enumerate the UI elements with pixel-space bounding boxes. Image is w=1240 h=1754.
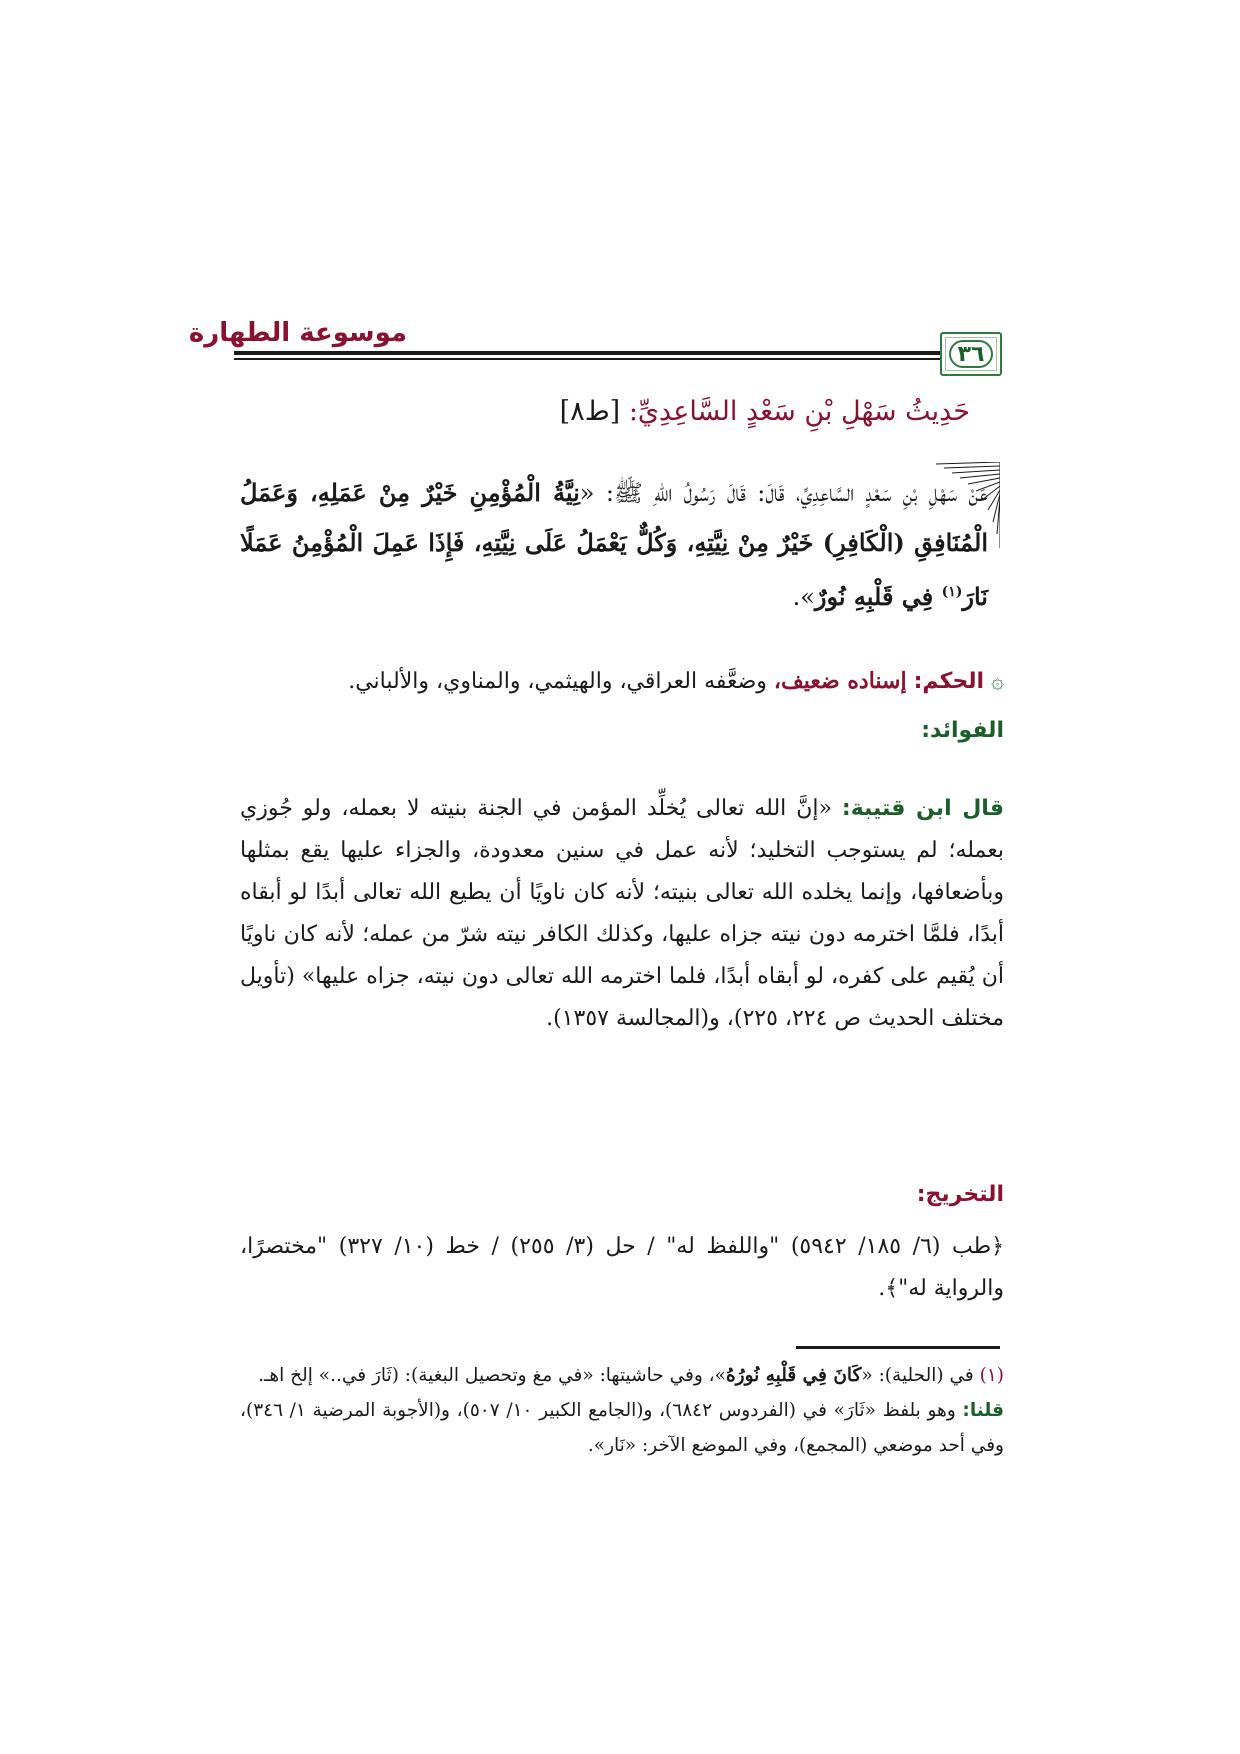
footnote-1 xyxy=(240,1358,1004,1393)
ruling-label: الحكم: xyxy=(913,669,985,694)
running-header-title: موسوعة الطهارة xyxy=(188,318,407,348)
flower-ornament-icon: ۞ xyxy=(991,669,1004,694)
commentary-text: «إنَّ الله تعالى يُخلِّد المؤمن في الجنة بنيته لا بعمله، ولو جُوزي بعمله؛ لم يستوجب التخليد؛ لأنه عمل في سنين معدودة، والجزاء عليها يقع بمثلها وبأضعافها، وإنما يخلده الله تعالى بنيته؛ لأنه كان ناويًا أن يطيع الله تعالى أبدًا لو أبقاه أبدًا، فلمَّا اخترمه دون نيته جزاه عليها، وكذلك الكافر نيته شرّ من عمله؛ لأنه كان ناويًا أن يُقيم على كفره، لو أبقاه أبدًا، فلما اخترمه الله تعالى دون نيته، جزاه عليها» (تأويل مختلف الحديث ص ٢٢٤، ٢٢٥)، و(المجالسة ١٣٥٧). xyxy=(240,796,1004,1031)
section-title: حَدِيثُ سَهْلِ بْنِ سَعْدٍ السَّاعِدِيِّ: xyxy=(628,396,970,427)
ruling-text: وضعَّفه العراقي، والهيثمي، والمناوي، والألباني. xyxy=(348,669,774,694)
editors-note-text: وهو بلفظ «ثَارَ» في (الفردوس ٦٨٤٢)، و(الجامع الكبير ١٠/ ٥٠٧)، و(الأجوبة المرضية ١/ ٣٤٦)، وفي أحد موضعي (المجمع)، وفي الموضع الآخر: «نَار». xyxy=(240,1400,1004,1456)
ruling-verdict: إسناده ضعيف، xyxy=(773,668,907,694)
hadith-closing: ». xyxy=(792,583,815,611)
commentary-paragraph xyxy=(240,788,1004,1040)
hadith-text xyxy=(240,468,988,622)
ruling-line xyxy=(234,664,1004,699)
footnote-1-text-a: في (الحلية): « xyxy=(861,1365,980,1386)
footnote-1-number[interactable]: (١) xyxy=(979,1365,1004,1386)
hadith-matn-part1: نِيَّةُ الْمُؤْمِنِ خَيْرٌ مِنْ عَمَلِهِ، وَعَمَلُ الْمُنَافِقِ (الْكَافِرِ) خَيْرٌ مِنْ نِيَّتِهِ، وَكُلٌّ يَعْمَلُ عَلَى نِيَّتِهِ، فَإِذَا عَمِلَ الْمُؤْمِنُ عَمَلًا نَارَ xyxy=(240,478,988,611)
editors-note-label: قلنا: xyxy=(962,1400,1004,1421)
footnote-1-text-b: »، وفي حاشيتها: «في مغ وتحصيل البغية): (ثَارَ في..» إلخ اهـ. xyxy=(258,1365,726,1386)
footnote-separator xyxy=(796,1346,1000,1349)
page-number-frame xyxy=(940,332,1002,376)
takhrij-text: ﴿طب (٦/ ١٨٥/ ٥٩٤٢) "واللفظ له" / حل (٣/ ٢٥٥) / خط (١٠/ ٣٢٧) "مختصرًا، والرواية له"﴾. xyxy=(240,1234,1005,1301)
hadith-matn-part2: فِي قَلْبِهِ نُورٌ xyxy=(814,582,942,611)
benefits-heading: الفوائد: xyxy=(921,718,1004,743)
takhrij-heading: التخريج: xyxy=(916,1182,1004,1207)
header-rule-bottom xyxy=(234,358,1000,360)
footnotes xyxy=(240,1358,1004,1463)
commentary-speaker: قال ابن قتيبة: xyxy=(841,796,1004,821)
hadith-isnad: عَنْ سَهْلِ بْنِ سَعْدٍ السَّاعِدِيِّ، قَالَ: قَالَ رَسُولُ اللهِ ﷺ: « xyxy=(579,479,989,507)
page-number: ٣٦ xyxy=(949,340,993,368)
section-code: [ط٨] xyxy=(559,396,621,427)
header-rule-top xyxy=(234,351,1000,355)
footnote-ref-1[interactable]: (١) xyxy=(941,584,963,600)
footnote-1-quote: كَانَ فِي قَلْبِهِ نُورُهُ xyxy=(725,1365,862,1386)
footnote-1-note xyxy=(240,1393,1004,1463)
section-heading xyxy=(244,396,1004,427)
